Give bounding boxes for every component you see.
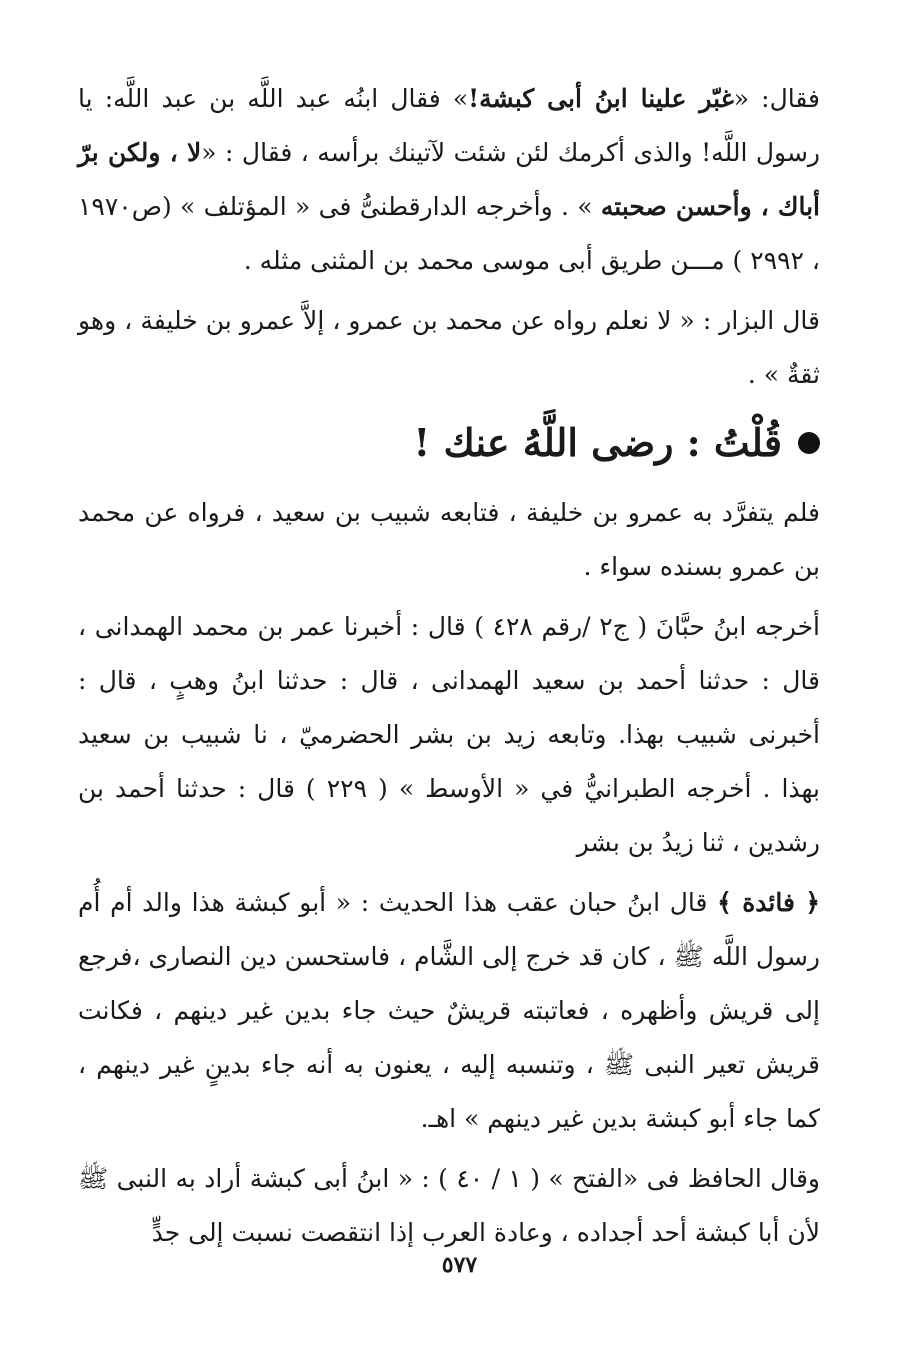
text-segment: فقال: « — [733, 84, 820, 113]
text-segment: » . وأخرجه الدارقطنىُّ فى « المؤتلف » (ص١٩٧٠ ، ٢٩٩٢ ) مـــن طريق أبى موسى محمد بن المثنى مثله . — [78, 192, 820, 275]
paragraph-2 — [78, 294, 820, 402]
hadith-quote: غبّر علينا ابنُ أبى كبشة! — [468, 84, 734, 113]
page-number: ٥٧٧ — [441, 1252, 478, 1278]
text-segment: قال البزار : « لا نعلم رواه عن محمد بن عمرو ، إلاَّ عمرو بن خليفة ، وهو ثقةٌ » . — [78, 306, 820, 389]
text-segment: فلم يتفرَّد به عمرو بن خليفة ، فتابعه شبيب بن سعيد ، فرواه عن محمد بن عمرو بسنده سواء . — [78, 498, 820, 581]
paragraph-1 — [78, 72, 820, 288]
hadith-quote: لا ، ولكن برّ أباك ، وأحسن صحبته — [78, 138, 820, 221]
text-segment: أخرجه ابنُ حبَّانَ ( ج٢ /رقم ٤٢٨ ) قال : أخبرنا عمر بن محمد الهمدانى ، قال : حدثنا أحمد بن سعيد الهمدانى ، قال : حدثنا ابنُ وهبٍ ، قال : أخبرنى شبيب بهذا. وتابعه زيد بن بشر الحضرميّ ، نا شبيب بن سعيد بهذا . أخرجه الطبرانيُّ في « الأوسط » ( ٢٢٩ ) قال : حدثنا أحمد بن رشدين ، ثنا زيدُ بن بشر — [78, 612, 821, 857]
paragraph-3 — [78, 486, 820, 594]
paragraph-4 — [78, 600, 820, 870]
text-segment: قال ابنُ حبان عقب هذا الحديث : « أبو كبشة هذا والد أم أُم رسول اللَّه ﷺ ، كان قد خرج إلى الشَّام ، فاستحسن دين النصارى ،فرجع إلى قريش وأظهره ، فعاتبته قريشٌ حيث جاء بدين غير دينهم ، فكانت قريش تعير النبى ﷺ ، وتنسبه إليه ، يعنون به أنه جاء بدينٍ غير دينهم ، كما جاء أبو كبشة بدين غير دينهم » اهـ. — [78, 888, 820, 1133]
benefit-label: ﴿ فائدة ﴾ — [717, 888, 821, 917]
section-heading — [78, 408, 820, 478]
paragraph-5 — [78, 876, 820, 1146]
text-segment: » فقال ابنُه عبد اللَّه بن عبد اللَّه: يا رسول اللَّه! والذى أكرمك لئن شئت لآتينك برأسه ، فقال : « — [78, 84, 820, 167]
bullet-icon — [798, 432, 820, 454]
text-segment: وقال الحافظ فى «الفتح » ( ١ / ٤٠ ) : « ابنُ أبى كبشة أراد به النبى ﷺ لأن أبا كبشة أحد أجداده ، وعادة العرب إذا انتقصت نسبت إلى جدٍّ — [78, 1164, 820, 1247]
heading-text: قُلْتُ : رضى اللَّهُ عنك ! — [413, 420, 782, 465]
paragraph-6 — [78, 1152, 820, 1260]
book-page — [78, 72, 820, 1292]
